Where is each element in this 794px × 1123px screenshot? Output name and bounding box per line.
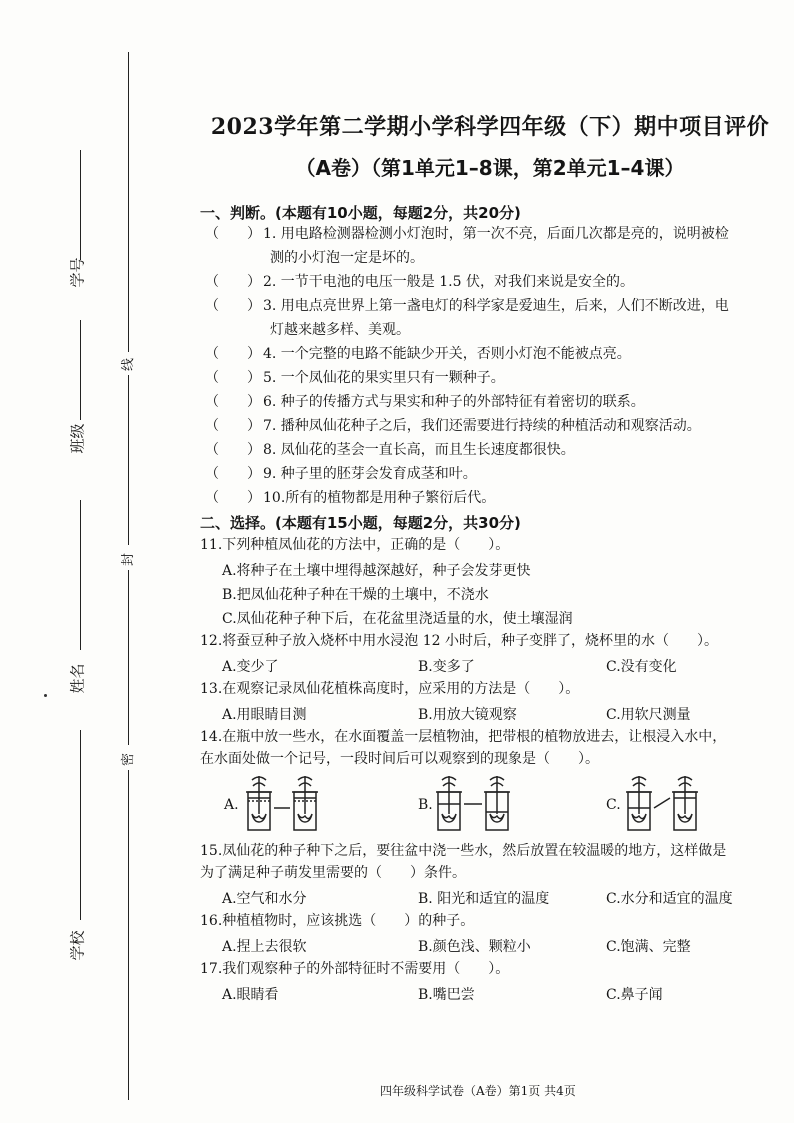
q11-option-b[interactable]: B.把凤仙花种子种在干燥的土壤中，不浇水 [222, 587, 489, 603]
q16-option-c[interactable]: C.饱满、完整 [606, 939, 691, 955]
q13-option-c[interactable]: C.用软尺测量 [606, 707, 691, 723]
tf-item-7 [205, 414, 785, 438]
question-15-stem [200, 840, 790, 884]
exam-title: 2023学年第二学期小学科学四年级（下）期中项目评价 [210, 114, 770, 140]
exam-subtitle: （A卷）（第1单元1–8课，第2单元1–4课） [295, 156, 685, 180]
q13-option-b[interactable]: B.用放大镜观察 [418, 707, 517, 723]
q12-option-c[interactable]: C.没有变化 [606, 659, 677, 675]
q11-option-a[interactable]: A.将种子在土壤中埋得越深越好，种子会发芽更快 [222, 563, 531, 579]
q13-option-a[interactable]: A.用眼睛目测 [222, 707, 307, 723]
q12-option-a[interactable]: A.变少了 [222, 659, 279, 675]
q14-option-c[interactable]: C. [606, 797, 621, 813]
section2-heading: 二、选择。(本题有15小题，每题2分，共30分) [200, 514, 521, 532]
q12-option-b[interactable]: B.变多了 [418, 659, 475, 675]
student-id-label: 学号 [68, 257, 87, 288]
tf-text: 9. 种子里的胚芽会发育成茎和叶。 [263, 466, 477, 482]
class-underline [80, 320, 81, 420]
page-footer: 四年级科学试卷（A卷）第1页 共4页 [380, 1084, 576, 1098]
seal-char-seal: 封 [121, 552, 137, 567]
question-11-stem: 11.下列种植凤仙花的方法中，正确的是（ ）。 [200, 537, 510, 553]
tf-text-cont: 测的小灯泡一定是坏的。 [270, 250, 424, 266]
tf-item-2 [205, 270, 785, 294]
seal-line-segment [128, 52, 129, 352]
class-label: 班级 [68, 423, 87, 454]
question-13-stem: 13.在观察记录凤仙花植株高度时，应采用的方法是（ ）。 [200, 681, 580, 697]
answer-blank[interactable]: （ ） [205, 394, 261, 410]
q15-option-c[interactable]: C.水分和适宜的温度 [606, 891, 733, 907]
q14-stem-line1: 14.在瓶中放一些水，在水面覆盖一层植物油，把带根的植物放进去，让根浸入水中， [200, 729, 727, 745]
answer-blank[interactable]: （ ） [205, 442, 261, 458]
tf-item-9 [205, 462, 785, 486]
q16-option-a[interactable]: A.捏上去很软 [222, 939, 307, 955]
q17-option-c[interactable]: C.鼻子闻 [606, 987, 663, 1003]
tf-item-8 [205, 438, 785, 462]
answer-blank[interactable]: （ ） [205, 370, 261, 386]
q14-option-a-bottles-icon [244, 774, 324, 832]
answer-blank[interactable]: （ ） [205, 346, 261, 362]
q17-option-a[interactable]: A.眼睛看 [222, 987, 279, 1003]
tf-item-1 [205, 222, 785, 270]
tf-item-3 [205, 294, 785, 342]
seal-line-segment [128, 375, 129, 545]
tf-text: 1. 用电路检测器检测小灯泡时，第一次不亮，后面几次都是亮的，说明被检 [263, 226, 729, 242]
q15-stem-line2: 为了满足种子萌发里需要的（ ）条件。 [200, 865, 466, 881]
mark-dot [44, 694, 47, 697]
answer-blank[interactable]: （ ） [205, 466, 261, 482]
seal-char-secret: 密 [121, 752, 137, 767]
answer-blank[interactable]: （ ） [205, 274, 261, 290]
tf-text: 8. 凤仙花的茎会一直长高，而且生长速度都很快。 [263, 442, 575, 458]
school-label: 学校 [68, 930, 87, 961]
question-17-stem: 17.我们观察种子的外部特征时不需要用（ ）。 [200, 961, 510, 977]
seal-line-segment [128, 770, 129, 1100]
tf-item-10 [205, 486, 785, 510]
q14-option-a[interactable]: A. [224, 797, 239, 813]
q15-option-b[interactable]: B. 阳光和适宜的温度 [418, 891, 550, 907]
q15-stem-line1: 15.凤仙花的种子种下之后，要往盆中浇一些水，然后放置在较温暖的地方，这样做是 [200, 843, 727, 859]
binding-margin [0, 0, 150, 1123]
section1-heading: 一、判断。(本题有10小题，每题2分，共20分) [200, 204, 521, 222]
name-label: 姓名 [68, 663, 87, 694]
answer-blank[interactable]: （ ） [205, 298, 261, 314]
tf-text: 2. 一节干电池的电压一般是 1.5 伏，对我们来说是安全的。 [263, 274, 634, 290]
answer-blank[interactable]: （ ） [205, 226, 261, 242]
tf-text: 7. 播种凤仙花种子之后，我们还需要进行持续的种植活动和观察活动。 [263, 418, 701, 434]
tf-text: 5. 一个凤仙花的果实里只有一颗种子。 [263, 370, 505, 386]
student-id-underline [80, 150, 81, 260]
answer-blank[interactable]: （ ） [205, 418, 261, 434]
question-12-stem: 12.将蚕豆种子放入烧杯中用水浸泡 12 小时后，种子变胖了，烧杯里的水（ ）。 [200, 633, 718, 649]
tf-item-5 [205, 366, 785, 390]
q14-option-b-bottles-icon [434, 774, 516, 832]
question-14-stem [200, 726, 790, 770]
seal-line-segment [128, 570, 129, 745]
question-16-stem: 16.种植植物时，应该挑选（ ）的种子。 [200, 913, 475, 929]
q16-option-b[interactable]: B.颜色浅、颗粒小 [418, 939, 531, 955]
tf-item-6 [205, 390, 785, 414]
q11-option-c[interactable]: C.凤仙花种子种下后，在花盆里浇适量的水，使土壤湿润 [222, 611, 573, 627]
q14-stem-line2: 在水面处做一个记号，一段时间后可以观察到的现象是（ ）。 [200, 751, 599, 767]
answer-blank[interactable]: （ ） [205, 490, 261, 506]
tf-text: 6. 种子的传播方式与果实和种子的外部特征有着密切的联系。 [263, 394, 645, 410]
school-underline [80, 730, 81, 920]
tf-text-cont: 灯越来越多样、美观。 [270, 322, 410, 338]
tf-item-4 [205, 342, 785, 366]
q15-option-a[interactable]: A.空气和水分 [222, 891, 307, 907]
q17-option-b[interactable]: B.嘴巴尝 [418, 987, 475, 1003]
tf-text: 3. 用电点亮世界上第一盏电灯的科学家是爱迪生，后来，人们不断改进，电 [263, 298, 729, 314]
name-underline [80, 500, 81, 650]
tf-text: 4. 一个完整的电路不能缺少开关，否则小灯泡不能被点亮。 [263, 346, 631, 362]
tf-text: 10.所有的植物都是用种子繁衍后代。 [263, 490, 496, 506]
q14-option-c-bottles-icon [624, 774, 704, 832]
q14-option-b[interactable]: B. [418, 797, 433, 813]
seal-char-line: 线 [121, 357, 137, 372]
